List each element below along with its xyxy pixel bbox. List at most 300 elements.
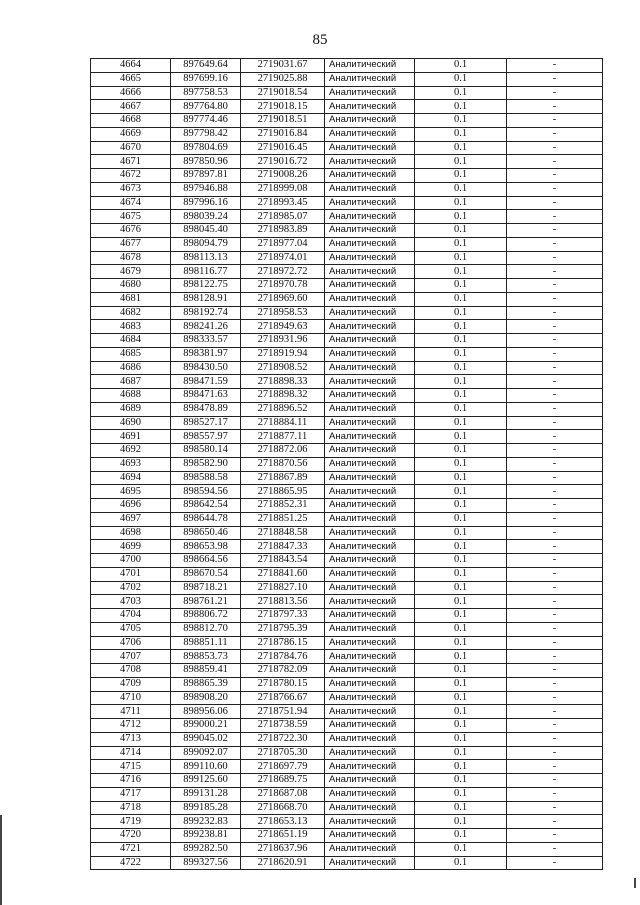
cell-error: 0.1 xyxy=(415,732,507,746)
cell-x-coordinate: 898582.90 xyxy=(171,457,241,471)
cell-method: Аналитический xyxy=(325,609,415,623)
cell-note: - xyxy=(507,361,603,375)
cell-method: Аналитический xyxy=(325,210,415,224)
cell-note: - xyxy=(507,457,603,471)
cell-error: 0.1 xyxy=(415,746,507,760)
cell-note: - xyxy=(507,774,603,788)
cell-point-number: 4682 xyxy=(91,306,171,320)
cell-x-coordinate: 899185.28 xyxy=(171,801,241,815)
table-row xyxy=(91,677,603,691)
cell-y-coordinate: 2718908.52 xyxy=(241,361,325,375)
cell-error: 0.1 xyxy=(415,155,507,169)
table-row xyxy=(91,375,603,389)
table-row xyxy=(91,237,603,251)
table-row xyxy=(91,746,603,760)
cell-x-coordinate: 899131.28 xyxy=(171,787,241,801)
cell-method: Аналитический xyxy=(325,719,415,733)
cell-method: Аналитический xyxy=(325,774,415,788)
cell-y-coordinate: 2718974.01 xyxy=(241,251,325,265)
cell-note: - xyxy=(507,829,603,843)
cell-note: - xyxy=(507,526,603,540)
table-row xyxy=(91,224,603,238)
table-row xyxy=(91,292,603,306)
table-row xyxy=(91,691,603,705)
cell-point-number: 4701 xyxy=(91,567,171,581)
table-row xyxy=(91,554,603,568)
cell-x-coordinate: 898664.56 xyxy=(171,554,241,568)
cell-error: 0.1 xyxy=(415,72,507,86)
cell-point-number: 4707 xyxy=(91,650,171,664)
cell-method: Аналитический xyxy=(325,856,415,870)
cell-error: 0.1 xyxy=(415,169,507,183)
cell-error: 0.1 xyxy=(415,856,507,870)
cell-x-coordinate: 899092.07 xyxy=(171,746,241,760)
cell-point-number: 4696 xyxy=(91,499,171,513)
cell-y-coordinate: 2718848.58 xyxy=(241,526,325,540)
cell-note: - xyxy=(507,554,603,568)
cell-point-number: 4678 xyxy=(91,251,171,265)
cell-point-number: 4698 xyxy=(91,526,171,540)
right-edge-mark xyxy=(634,878,636,888)
cell-method: Аналитический xyxy=(325,732,415,746)
cell-error: 0.1 xyxy=(415,141,507,155)
cell-note: - xyxy=(507,705,603,719)
cell-error: 0.1 xyxy=(415,677,507,691)
cell-x-coordinate: 897804.69 xyxy=(171,141,241,155)
cell-note: - xyxy=(507,732,603,746)
table-row xyxy=(91,664,603,678)
table-row xyxy=(91,430,603,444)
cell-point-number: 4668 xyxy=(91,114,171,128)
cell-note: - xyxy=(507,622,603,636)
table-row xyxy=(91,72,603,86)
cell-point-number: 4680 xyxy=(91,279,171,293)
cell-y-coordinate: 2718870.56 xyxy=(241,457,325,471)
cell-method: Аналитический xyxy=(325,375,415,389)
cell-note: - xyxy=(507,430,603,444)
cell-point-number: 4673 xyxy=(91,182,171,196)
cell-error: 0.1 xyxy=(415,347,507,361)
cell-x-coordinate: 897774.46 xyxy=(171,114,241,128)
cell-point-number: 4679 xyxy=(91,265,171,279)
cell-point-number: 4700 xyxy=(91,554,171,568)
cell-x-coordinate: 899125.60 xyxy=(171,774,241,788)
cell-y-coordinate: 2718766.67 xyxy=(241,691,325,705)
table-row xyxy=(91,127,603,141)
cell-error: 0.1 xyxy=(415,114,507,128)
cell-y-coordinate: 2718738.59 xyxy=(241,719,325,733)
cell-method: Аналитический xyxy=(325,155,415,169)
cell-x-coordinate: 898908.20 xyxy=(171,691,241,705)
table-row xyxy=(91,581,603,595)
cell-y-coordinate: 2718813.56 xyxy=(241,595,325,609)
cell-x-coordinate: 898430.50 xyxy=(171,361,241,375)
cell-point-number: 4721 xyxy=(91,842,171,856)
cell-y-coordinate: 2718651.19 xyxy=(241,829,325,843)
cell-error: 0.1 xyxy=(415,609,507,623)
cell-y-coordinate: 2718843.54 xyxy=(241,554,325,568)
cell-note: - xyxy=(507,815,603,829)
cell-method: Аналитический xyxy=(325,787,415,801)
cell-method: Аналитический xyxy=(325,389,415,403)
cell-y-coordinate: 2718919.94 xyxy=(241,347,325,361)
cell-y-coordinate: 2718705.30 xyxy=(241,746,325,760)
cell-error: 0.1 xyxy=(415,774,507,788)
cell-x-coordinate: 899238.81 xyxy=(171,829,241,843)
cell-note: - xyxy=(507,801,603,815)
cell-y-coordinate: 2718999.08 xyxy=(241,182,325,196)
cell-method: Аналитический xyxy=(325,402,415,416)
cell-y-coordinate: 2718970.78 xyxy=(241,279,325,293)
cell-y-coordinate: 2718993.45 xyxy=(241,196,325,210)
cell-error: 0.1 xyxy=(415,801,507,815)
cell-note: - xyxy=(507,856,603,870)
cell-x-coordinate: 898471.59 xyxy=(171,375,241,389)
cell-x-coordinate: 897850.96 xyxy=(171,155,241,169)
cell-note: - xyxy=(507,389,603,403)
cell-point-number: 4675 xyxy=(91,210,171,224)
cell-note: - xyxy=(507,237,603,251)
cell-error: 0.1 xyxy=(415,842,507,856)
cell-error: 0.1 xyxy=(415,127,507,141)
cell-method: Аналитический xyxy=(325,471,415,485)
cell-y-coordinate: 2718687.08 xyxy=(241,787,325,801)
cell-y-coordinate: 2718620.91 xyxy=(241,856,325,870)
cell-method: Аналитический xyxy=(325,485,415,499)
table-row xyxy=(91,595,603,609)
cell-point-number: 4720 xyxy=(91,829,171,843)
table-row xyxy=(91,636,603,650)
cell-method: Аналитический xyxy=(325,320,415,334)
cell-error: 0.1 xyxy=(415,664,507,678)
cell-error: 0.1 xyxy=(415,361,507,375)
cell-error: 0.1 xyxy=(415,59,507,73)
cell-point-number: 4687 xyxy=(91,375,171,389)
cell-y-coordinate: 2718689.75 xyxy=(241,774,325,788)
cell-y-coordinate: 2718782.09 xyxy=(241,664,325,678)
cell-y-coordinate: 2718852.31 xyxy=(241,499,325,513)
cell-point-number: 4671 xyxy=(91,155,171,169)
cell-method: Аналитический xyxy=(325,526,415,540)
cell-method: Аналитический xyxy=(325,141,415,155)
cell-point-number: 4703 xyxy=(91,595,171,609)
cell-y-coordinate: 2718884.11 xyxy=(241,416,325,430)
cell-point-number: 4708 xyxy=(91,664,171,678)
cell-error: 0.1 xyxy=(415,100,507,114)
table-row xyxy=(91,540,603,554)
cell-x-coordinate: 898653.98 xyxy=(171,540,241,554)
cell-error: 0.1 xyxy=(415,457,507,471)
table-row xyxy=(91,856,603,870)
cell-x-coordinate: 898806.72 xyxy=(171,609,241,623)
cell-point-number: 4722 xyxy=(91,856,171,870)
cell-method: Аналитический xyxy=(325,182,415,196)
cell-error: 0.1 xyxy=(415,430,507,444)
cell-point-number: 4718 xyxy=(91,801,171,815)
table-row xyxy=(91,512,603,526)
cell-method: Аналитический xyxy=(325,416,415,430)
cell-y-coordinate: 2718969.60 xyxy=(241,292,325,306)
table-row xyxy=(91,279,603,293)
cell-point-number: 4715 xyxy=(91,760,171,774)
table-row xyxy=(91,100,603,114)
cell-point-number: 4692 xyxy=(91,444,171,458)
cell-point-number: 4684 xyxy=(91,334,171,348)
table-row xyxy=(91,444,603,458)
cell-y-coordinate: 2718637.96 xyxy=(241,842,325,856)
cell-x-coordinate: 898956.06 xyxy=(171,705,241,719)
cell-x-coordinate: 898128.91 xyxy=(171,292,241,306)
cell-y-coordinate: 2718877.11 xyxy=(241,430,325,444)
cell-x-coordinate: 899282.50 xyxy=(171,842,241,856)
cell-x-coordinate: 898851.11 xyxy=(171,636,241,650)
cell-error: 0.1 xyxy=(415,224,507,238)
cell-point-number: 4669 xyxy=(91,127,171,141)
table-row xyxy=(91,169,603,183)
cell-note: - xyxy=(507,609,603,623)
cell-point-number: 4685 xyxy=(91,347,171,361)
cell-note: - xyxy=(507,677,603,691)
cell-note: - xyxy=(507,334,603,348)
table-row xyxy=(91,251,603,265)
cell-error: 0.1 xyxy=(415,719,507,733)
cell-y-coordinate: 2718958.53 xyxy=(241,306,325,320)
table-row xyxy=(91,196,603,210)
cell-x-coordinate: 898045.40 xyxy=(171,224,241,238)
table-row xyxy=(91,829,603,843)
cell-point-number: 4710 xyxy=(91,691,171,705)
cell-method: Аналитический xyxy=(325,114,415,128)
cell-point-number: 4672 xyxy=(91,169,171,183)
cell-method: Аналитический xyxy=(325,100,415,114)
cell-x-coordinate: 897699.16 xyxy=(171,72,241,86)
cell-point-number: 4691 xyxy=(91,430,171,444)
cell-x-coordinate: 897758.53 xyxy=(171,86,241,100)
cell-error: 0.1 xyxy=(415,389,507,403)
cell-error: 0.1 xyxy=(415,265,507,279)
cell-error: 0.1 xyxy=(415,787,507,801)
cell-x-coordinate: 899232.83 xyxy=(171,815,241,829)
table-row xyxy=(91,787,603,801)
cell-point-number: 4706 xyxy=(91,636,171,650)
cell-method: Аналитический xyxy=(325,622,415,636)
table-row xyxy=(91,650,603,664)
table-row xyxy=(91,361,603,375)
cell-x-coordinate: 898642.54 xyxy=(171,499,241,513)
cell-y-coordinate: 2718795.39 xyxy=(241,622,325,636)
cell-error: 0.1 xyxy=(415,416,507,430)
cell-y-coordinate: 2718841.60 xyxy=(241,567,325,581)
table-row xyxy=(91,609,603,623)
cell-error: 0.1 xyxy=(415,650,507,664)
cell-x-coordinate: 898094.79 xyxy=(171,237,241,251)
cell-x-coordinate: 898527.17 xyxy=(171,416,241,430)
cell-error: 0.1 xyxy=(415,540,507,554)
cell-x-coordinate: 898644.78 xyxy=(171,512,241,526)
cell-x-coordinate: 897897.81 xyxy=(171,169,241,183)
cell-x-coordinate: 897649.64 xyxy=(171,59,241,73)
cell-point-number: 4666 xyxy=(91,86,171,100)
cell-error: 0.1 xyxy=(415,444,507,458)
cell-method: Аналитический xyxy=(325,636,415,650)
cell-y-coordinate: 2718931.96 xyxy=(241,334,325,348)
cell-y-coordinate: 2718668.70 xyxy=(241,801,325,815)
cell-point-number: 4667 xyxy=(91,100,171,114)
cell-y-coordinate: 2718827.10 xyxy=(241,581,325,595)
table-row xyxy=(91,59,603,73)
cell-x-coordinate: 898859.41 xyxy=(171,664,241,678)
cell-note: - xyxy=(507,842,603,856)
table-row xyxy=(91,347,603,361)
cell-error: 0.1 xyxy=(415,86,507,100)
cell-error: 0.1 xyxy=(415,471,507,485)
cell-point-number: 4677 xyxy=(91,237,171,251)
cell-x-coordinate: 898580.14 xyxy=(171,444,241,458)
cell-note: - xyxy=(507,471,603,485)
cell-x-coordinate: 897798.42 xyxy=(171,127,241,141)
cell-note: - xyxy=(507,86,603,100)
table-row xyxy=(91,114,603,128)
cell-note: - xyxy=(507,485,603,499)
cell-note: - xyxy=(507,196,603,210)
cell-error: 0.1 xyxy=(415,320,507,334)
cell-method: Аналитический xyxy=(325,567,415,581)
cell-x-coordinate: 898122.75 xyxy=(171,279,241,293)
table-row xyxy=(91,567,603,581)
table-row xyxy=(91,705,603,719)
cell-y-coordinate: 2719016.45 xyxy=(241,141,325,155)
table-row xyxy=(91,622,603,636)
cell-x-coordinate: 898039.24 xyxy=(171,210,241,224)
cell-y-coordinate: 2718949.63 xyxy=(241,320,325,334)
cell-point-number: 4697 xyxy=(91,512,171,526)
table-row xyxy=(91,774,603,788)
cell-method: Аналитический xyxy=(325,677,415,691)
cell-error: 0.1 xyxy=(415,705,507,719)
cell-method: Аналитический xyxy=(325,664,415,678)
cell-point-number: 4705 xyxy=(91,622,171,636)
cell-note: - xyxy=(507,581,603,595)
cell-point-number: 4690 xyxy=(91,416,171,430)
table-row xyxy=(91,719,603,733)
cell-x-coordinate: 898650.46 xyxy=(171,526,241,540)
cell-error: 0.1 xyxy=(415,182,507,196)
coordinates-table xyxy=(90,58,603,870)
cell-point-number: 4689 xyxy=(91,402,171,416)
cell-error: 0.1 xyxy=(415,279,507,293)
cell-note: - xyxy=(507,251,603,265)
cell-x-coordinate: 898381.97 xyxy=(171,347,241,361)
cell-x-coordinate: 897764.80 xyxy=(171,100,241,114)
cell-method: Аналитический xyxy=(325,842,415,856)
cell-point-number: 4683 xyxy=(91,320,171,334)
cell-method: Аналитический xyxy=(325,801,415,815)
table-row xyxy=(91,499,603,513)
cell-note: - xyxy=(507,375,603,389)
cell-note: - xyxy=(507,210,603,224)
cell-method: Аналитический xyxy=(325,430,415,444)
cell-error: 0.1 xyxy=(415,499,507,513)
cell-note: - xyxy=(507,59,603,73)
cell-note: - xyxy=(507,636,603,650)
cell-note: - xyxy=(507,127,603,141)
cell-y-coordinate: 2718786.15 xyxy=(241,636,325,650)
cell-method: Аналитический xyxy=(325,691,415,705)
cell-error: 0.1 xyxy=(415,402,507,416)
table-row xyxy=(91,389,603,403)
cell-note: - xyxy=(507,114,603,128)
cell-x-coordinate: 897946.88 xyxy=(171,182,241,196)
cell-y-coordinate: 2718985.07 xyxy=(241,210,325,224)
cell-note: - xyxy=(507,664,603,678)
cell-y-coordinate: 2718780.15 xyxy=(241,677,325,691)
table-row xyxy=(91,141,603,155)
table-row xyxy=(91,760,603,774)
cell-note: - xyxy=(507,512,603,526)
cell-x-coordinate: 899000.21 xyxy=(171,719,241,733)
cell-point-number: 4712 xyxy=(91,719,171,733)
cell-point-number: 4693 xyxy=(91,457,171,471)
cell-x-coordinate: 898853.73 xyxy=(171,650,241,664)
table-row xyxy=(91,402,603,416)
cell-point-number: 4711 xyxy=(91,705,171,719)
cell-point-number: 4688 xyxy=(91,389,171,403)
table-row xyxy=(91,801,603,815)
cell-x-coordinate: 898116.77 xyxy=(171,265,241,279)
cell-note: - xyxy=(507,320,603,334)
cell-y-coordinate: 2719016.84 xyxy=(241,127,325,141)
left-edge-mark xyxy=(0,815,2,905)
cell-point-number: 4714 xyxy=(91,746,171,760)
cell-error: 0.1 xyxy=(415,375,507,389)
cell-y-coordinate: 2718972.72 xyxy=(241,265,325,279)
table-row xyxy=(91,815,603,829)
cell-y-coordinate: 2719025.88 xyxy=(241,72,325,86)
cell-point-number: 4664 xyxy=(91,59,171,73)
table-row xyxy=(91,471,603,485)
cell-y-coordinate: 2718898.33 xyxy=(241,375,325,389)
cell-y-coordinate: 2718722.30 xyxy=(241,732,325,746)
cell-note: - xyxy=(507,787,603,801)
table-row xyxy=(91,416,603,430)
cell-y-coordinate: 2718797.33 xyxy=(241,609,325,623)
cell-note: - xyxy=(507,444,603,458)
cell-error: 0.1 xyxy=(415,567,507,581)
cell-x-coordinate: 898588.58 xyxy=(171,471,241,485)
cell-y-coordinate: 2718784.76 xyxy=(241,650,325,664)
cell-note: - xyxy=(507,141,603,155)
cell-point-number: 4702 xyxy=(91,581,171,595)
cell-method: Аналитический xyxy=(325,554,415,568)
table-row xyxy=(91,334,603,348)
cell-y-coordinate: 2719018.51 xyxy=(241,114,325,128)
cell-note: - xyxy=(507,182,603,196)
cell-y-coordinate: 2719008.26 xyxy=(241,169,325,183)
cell-method: Аналитический xyxy=(325,650,415,664)
cell-x-coordinate: 898192.74 xyxy=(171,306,241,320)
cell-note: - xyxy=(507,292,603,306)
cell-note: - xyxy=(507,719,603,733)
cell-error: 0.1 xyxy=(415,196,507,210)
cell-y-coordinate: 2718751.94 xyxy=(241,705,325,719)
table-row xyxy=(91,457,603,471)
table-row xyxy=(91,485,603,499)
cell-note: - xyxy=(507,265,603,279)
cell-error: 0.1 xyxy=(415,554,507,568)
cell-note: - xyxy=(507,224,603,238)
cell-y-coordinate: 2718847.33 xyxy=(241,540,325,554)
cell-method: Аналитический xyxy=(325,306,415,320)
